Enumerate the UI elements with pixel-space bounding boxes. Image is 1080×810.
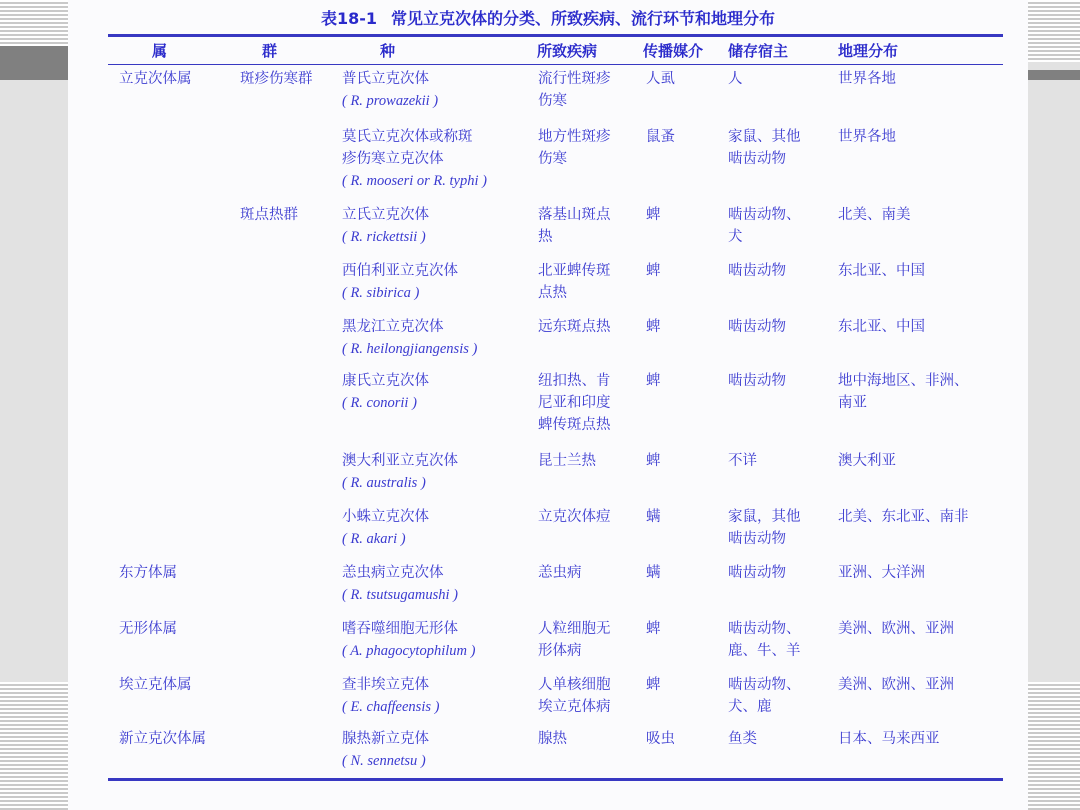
disease-line: 点热	[538, 285, 567, 301]
disease-line: 昆士兰热	[538, 453, 596, 469]
group-line: 斑疹伤寒群	[240, 71, 313, 87]
cell-species	[342, 674, 439, 718]
cell-distribution	[838, 562, 925, 584]
header-genus: 属	[152, 42, 168, 60]
cell-host	[728, 260, 786, 282]
decor-lines-bottom-right	[1028, 682, 1080, 810]
genus-line: 埃立克体属	[119, 677, 192, 693]
species-line: 普氏立克次体	[342, 71, 429, 87]
decor-lines-top-right	[1028, 0, 1080, 62]
table-title	[68, 6, 1028, 32]
vector-line: 螨	[646, 509, 661, 525]
cell-host	[728, 674, 801, 718]
disease-line: 纽扣热、肯	[538, 373, 611, 389]
distribution-line: 北美、东北亚、南非	[838, 509, 969, 525]
cell-vector	[646, 450, 661, 472]
disease-line: 远东斑点热	[538, 319, 611, 335]
species-line: 恙虫病立克次体	[342, 565, 444, 581]
vector-line: 螨	[646, 565, 661, 581]
species-line: ( R. australis )	[342, 475, 426, 491]
host-line: 啮齿动物	[728, 263, 786, 279]
cell-vector	[646, 204, 661, 226]
host-line: 啮齿动物、	[728, 621, 801, 637]
table-header-rule	[108, 64, 1003, 65]
cell-host	[728, 450, 757, 472]
species-line: ( R. heilongjiangensis )	[342, 341, 478, 357]
disease-line: 人粒细胞无	[538, 621, 611, 637]
header-disease: 所致疾病	[537, 42, 598, 60]
host-line: 鹿、牛、羊	[728, 643, 801, 659]
disease-line: 流行性斑疹	[538, 71, 611, 87]
cell-vector	[646, 728, 675, 750]
vector-line: 鼠蚤	[646, 129, 675, 145]
vector-line: 蜱	[646, 621, 661, 637]
disease-line: 人单核细胞	[538, 677, 611, 693]
cell-vector	[646, 68, 675, 90]
header-vector: 传播媒介	[643, 42, 704, 60]
cell-disease	[538, 728, 567, 750]
species-line: 黑龙江立克次体	[342, 319, 444, 335]
cell-species	[342, 204, 429, 248]
header-species: 种	[380, 42, 396, 60]
cell-host	[728, 562, 786, 584]
distribution-line: 地中海地区、非洲、	[838, 373, 969, 389]
disease-line: 腺热	[538, 731, 567, 747]
cell-distribution	[838, 204, 911, 226]
cell-host	[728, 370, 786, 392]
cell-disease	[538, 450, 596, 472]
table-number: 表18-1	[320, 9, 378, 28]
cell-species	[342, 506, 429, 550]
cell-species	[342, 316, 477, 360]
species-line: ( R. prowazekii )	[342, 93, 439, 109]
cell-distribution	[838, 728, 940, 750]
cell-disease	[538, 316, 611, 338]
disease-line: 伤寒	[538, 151, 567, 167]
cell-distribution	[838, 674, 954, 696]
host-line: 家鼠、其他	[728, 129, 801, 145]
host-line: 啮齿动物、	[728, 677, 801, 693]
cell-group	[240, 68, 313, 90]
host-line: 家鼠，其他	[728, 509, 801, 525]
cell-host	[728, 506, 801, 550]
species-line: 腺热新立克体	[342, 731, 429, 747]
distribution-line: 世界各地	[838, 129, 896, 145]
cell-vector	[646, 562, 661, 584]
header-group: 群	[262, 42, 278, 60]
vector-line: 吸虫	[646, 731, 675, 747]
species-line: 西伯利亚立克次体	[342, 263, 458, 279]
decor-bar-top-right	[1028, 70, 1080, 80]
distribution-line: 东北亚、中国	[838, 319, 925, 335]
header-host: 储存宿主	[728, 42, 789, 60]
vector-line: 蜱	[646, 263, 661, 279]
cell-genus	[119, 562, 177, 584]
disease-line: 尼亚和印度	[538, 395, 611, 411]
scanned-page	[68, 0, 1028, 810]
cell-species	[342, 68, 438, 112]
cell-distribution	[838, 618, 954, 640]
cell-species	[342, 260, 458, 304]
cell-vector	[646, 260, 661, 282]
decor-lines-bottom-left	[0, 682, 68, 810]
genus-line: 无形体属	[119, 621, 177, 637]
species-line: ( R. mooseri or R. typhi )	[342, 173, 487, 189]
host-line: 啮齿动物、	[728, 207, 801, 223]
cell-host	[728, 618, 801, 662]
cell-host	[728, 204, 801, 248]
distribution-line: 东北亚、中国	[838, 263, 925, 279]
cell-distribution	[838, 316, 925, 338]
cell-vector	[646, 506, 661, 528]
disease-line: 北亚蜱传斑	[538, 263, 611, 279]
host-line: 人	[728, 71, 743, 87]
host-line: 犬	[728, 229, 743, 245]
species-line: ( A. phagocytophilum )	[342, 643, 476, 659]
cell-genus	[119, 674, 192, 696]
cell-host	[728, 68, 743, 90]
table-caption: 常见立克次体的分类、所致疾病、流行环节和地理分布	[391, 9, 776, 28]
species-line: ( R. conorii )	[342, 395, 417, 411]
table-top-rule	[108, 34, 1003, 37]
genus-line: 新立克次体属	[119, 731, 206, 747]
distribution-line: 澳大利亚	[838, 453, 896, 469]
host-line: 鱼类	[728, 731, 757, 747]
cell-disease	[538, 674, 611, 718]
cell-genus	[119, 728, 206, 750]
cell-vector	[646, 674, 661, 696]
cell-distribution	[838, 126, 896, 148]
species-line: 康氏立克次体	[342, 373, 429, 389]
distribution-line: 美洲、欧洲、亚洲	[838, 621, 954, 637]
cell-species	[342, 728, 429, 772]
cell-genus	[119, 68, 192, 90]
species-line: ( R. rickettsii )	[342, 229, 426, 245]
disease-line: 恙虫病	[538, 565, 582, 581]
distribution-line: 北美、南美	[838, 207, 911, 223]
cell-vector	[646, 126, 675, 148]
cell-species	[342, 562, 458, 606]
host-line: 啮齿动物	[728, 565, 786, 581]
cell-genus	[119, 618, 177, 640]
species-line: 莫氏立克次体或称斑	[342, 129, 473, 145]
species-line: ( N. sennetsu )	[342, 753, 426, 769]
cell-disease	[538, 68, 611, 112]
genus-line: 东方体属	[119, 565, 177, 581]
disease-line: 伤寒	[538, 93, 567, 109]
cell-disease	[538, 204, 611, 248]
cell-distribution	[838, 68, 896, 90]
cell-group	[240, 204, 298, 226]
cell-species	[342, 450, 458, 494]
cell-disease	[538, 260, 611, 304]
cell-species	[342, 618, 475, 662]
decor-bar-top-left	[0, 46, 68, 80]
vector-line: 蜱	[646, 373, 661, 389]
distribution-line: 南亚	[838, 395, 867, 411]
host-line: 啮齿动物	[728, 151, 786, 167]
vector-line: 蜱	[646, 319, 661, 335]
disease-line: 地方性斑疹	[538, 129, 611, 145]
distribution-line: 美洲、欧洲、亚洲	[838, 677, 954, 693]
genus-line: 立克次体属	[119, 71, 192, 87]
cell-disease	[538, 506, 611, 528]
host-line: 啮齿动物	[728, 319, 786, 335]
disease-line: 蜱传斑点热	[538, 417, 611, 433]
vector-line: 人虱	[646, 71, 675, 87]
decor-lines-top-left	[0, 0, 68, 46]
species-line: ( R. sibirica )	[342, 285, 420, 301]
group-line: 斑点热群	[240, 207, 298, 223]
cell-species	[342, 370, 429, 414]
cell-distribution	[838, 370, 969, 414]
vector-line: 蜱	[646, 453, 661, 469]
vector-line: 蜱	[646, 207, 661, 223]
cell-host	[728, 728, 757, 750]
disease-line: 热	[538, 229, 553, 245]
cell-host	[728, 126, 801, 170]
cell-vector	[646, 618, 661, 640]
cell-disease	[538, 370, 611, 436]
species-line: 立氏立克次体	[342, 207, 429, 223]
disease-line: 落基山斑点	[538, 207, 611, 223]
cell-disease	[538, 126, 611, 170]
disease-line: 立克次体痘	[538, 509, 611, 525]
cell-disease	[538, 562, 582, 584]
cell-distribution	[838, 260, 925, 282]
species-line: 查非埃立克体	[342, 677, 429, 693]
cell-species	[342, 126, 487, 192]
cell-host	[728, 316, 786, 338]
distribution-line: 世界各地	[838, 71, 896, 87]
vector-line: 蜱	[646, 677, 661, 693]
species-line: ( R. akari )	[342, 531, 406, 547]
cell-disease	[538, 618, 611, 662]
host-line: 犬、鹿	[728, 699, 772, 715]
cell-vector	[646, 316, 661, 338]
host-line: 啮齿动物	[728, 373, 786, 389]
species-line: 小蛛立克次体	[342, 509, 429, 525]
table-bottom-rule	[108, 778, 1003, 781]
cell-distribution	[838, 506, 969, 528]
cell-distribution	[838, 450, 896, 472]
species-line: 澳大利亚立克次体	[342, 453, 458, 469]
species-line: ( E. chaffeensis )	[342, 699, 440, 715]
disease-line: 形体病	[538, 643, 582, 659]
species-line: 嗜吞噬细胞无形体	[342, 621, 458, 637]
cell-vector	[646, 370, 661, 392]
species-line: 疹伤寒立克次体	[342, 151, 444, 167]
host-line: 不详	[728, 453, 757, 469]
disease-line: 埃立克体病	[538, 699, 611, 715]
host-line: 啮齿动物	[728, 531, 786, 547]
distribution-line: 亚洲、大洋洲	[838, 565, 925, 581]
distribution-line: 日本、马来西亚	[838, 731, 940, 747]
header-distribution: 地理分布	[838, 42, 899, 60]
species-line: ( R. tsutsugamushi )	[342, 587, 458, 603]
